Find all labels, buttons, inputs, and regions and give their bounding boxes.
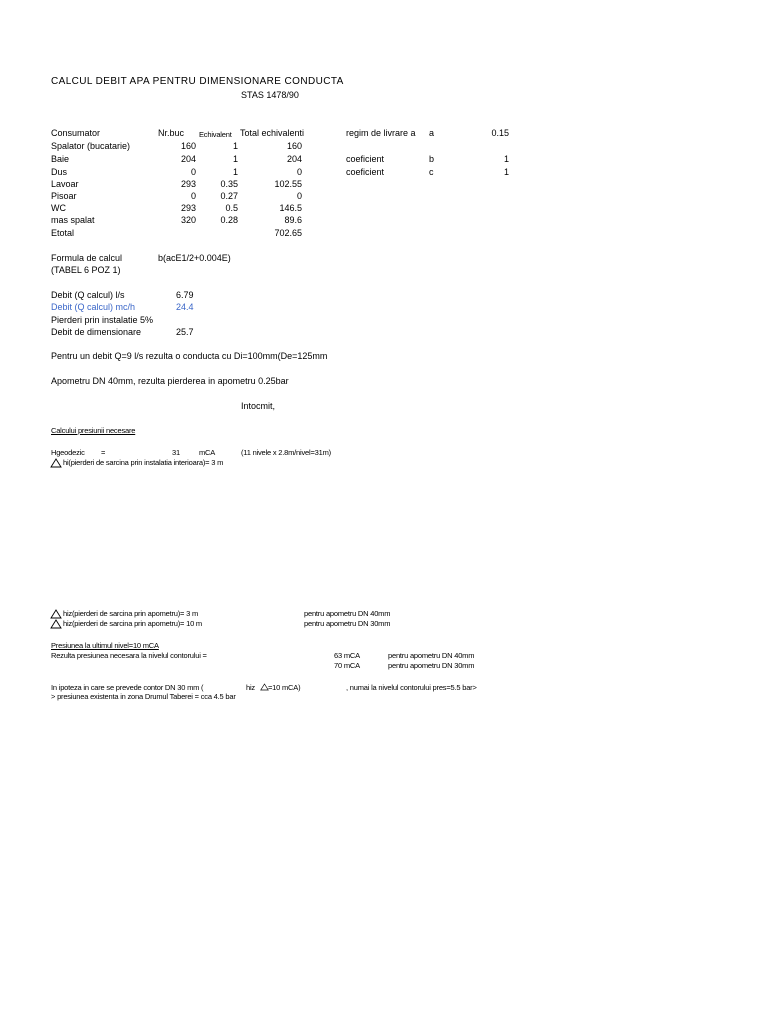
- row-name: WC: [51, 203, 66, 213]
- header-echivalent: Echivalent: [199, 130, 232, 139]
- param-label: coeficient: [346, 167, 385, 177]
- total-value: 702.65: [274, 228, 302, 238]
- param-value: 1: [503, 167, 509, 177]
- apometru-text: hiz(pierderi de sarcina prin apometru)= 3 m: [63, 609, 199, 618]
- row-echiv: 1: [232, 141, 238, 151]
- row-nr: 0: [190, 191, 196, 201]
- hgeo-note: (11 nivele x 2.8m/nivel=31m): [241, 448, 331, 457]
- result-value: 70 mCA: [334, 661, 360, 670]
- presiune-heading: Calcului presiunii necesare: [51, 426, 136, 435]
- param-symbol: c: [429, 167, 434, 177]
- ipoteza-text-3: > presiunea existenta in zona Drumul Taberei = cca 4.5 bar: [51, 692, 236, 701]
- row-total: 102.55: [274, 179, 302, 189]
- ipoteza-text-2: , numai la nivelul contorului pres=5.5 bar>: [346, 683, 477, 692]
- param-value: 0.15: [491, 128, 509, 138]
- debit-ls-label: Debit (Q calcul) l/s: [51, 290, 125, 300]
- result-note: pentru apometru DN 30mm: [388, 661, 475, 670]
- debit-ls-value: 6.79: [176, 290, 194, 300]
- hi-text: hi(pierderi de sarcina prin instalatia interioara)= 3 m: [63, 458, 224, 467]
- note-conducta: Pentru un debit Q=9 l/s rezulta o conducta cu Di=100mm(De=125mm: [51, 351, 328, 361]
- delta-icon: [50, 458, 62, 468]
- row-nr: 293: [180, 179, 196, 189]
- row-nr: 320: [180, 215, 196, 225]
- row-total: 146.5: [279, 203, 302, 213]
- row-echiv: 0.28: [220, 215, 238, 225]
- row-echiv: 1: [232, 154, 238, 164]
- row-name: mas spalat: [51, 215, 95, 225]
- total-label: Etotal: [51, 228, 75, 238]
- param-symbol: a: [429, 128, 435, 138]
- apometru-note: pentru apometru DN 30mm: [304, 619, 391, 628]
- row-total: 0: [296, 191, 302, 201]
- ipoteza-text: In ipoteza in care se prevede contor DN 30 mm (: [51, 683, 204, 692]
- row-nr: 293: [180, 203, 196, 213]
- apometru-text: hiz(pierderi de sarcina prin apometru)= 10 m: [63, 619, 202, 628]
- ipoteza-hz: hiz: [246, 683, 255, 692]
- debit-dim-value: 25.7: [176, 327, 194, 337]
- param-label: coeficient: [346, 154, 385, 164]
- param-value: 1: [503, 154, 509, 164]
- row-name: Baie: [51, 154, 70, 164]
- formula-ref: (TABEL 6 POZ 1): [51, 265, 121, 275]
- row-echiv: 0.35: [220, 179, 238, 189]
- row-echiv: 0.27: [220, 191, 238, 201]
- row-nr: 204: [180, 154, 196, 164]
- hgeo-eq: =: [101, 448, 106, 457]
- page-title: CALCUL DEBIT APA PENTRU DIMENSIONARE CONDUCTA: [51, 76, 344, 87]
- hgeo-label: Hgeodezic: [51, 448, 85, 457]
- header-consumator: Consumator: [51, 128, 101, 138]
- row-total: 204: [286, 154, 302, 164]
- param-symbol: b: [429, 154, 435, 164]
- note-intocmit: Intocmit,: [241, 401, 276, 411]
- hgeo-value: 31: [172, 448, 180, 457]
- delta-icon: [50, 619, 62, 629]
- header-total: Total echivalenti: [240, 128, 305, 138]
- delta-icon: [50, 609, 62, 619]
- debit-mch-label: Debit (Q calcul) mc/h: [51, 302, 136, 312]
- row-nr: 160: [180, 141, 196, 151]
- row-echiv: 0.5: [225, 203, 238, 213]
- pierderi-label: Pierderi prin instalatie 5%: [51, 315, 154, 325]
- row-total: 89.6: [284, 215, 302, 225]
- row-name: Lavoar: [51, 179, 79, 189]
- page-subtitle: STAS 1478/90: [241, 90, 299, 100]
- row-name: Dus: [51, 167, 68, 177]
- result-value: 63 mCA: [334, 651, 360, 660]
- note-apometru: Apometru DN 40mm, rezulta pierderea in apometru 0.25bar: [51, 376, 289, 386]
- formula-expr: b(acE1/2+0.004E): [158, 253, 231, 263]
- rezulta-text: Rezulta presiunea necesara la nivelul contorului =: [51, 651, 207, 660]
- row-name: Pisoar: [51, 191, 77, 201]
- formula-label: Formula de calcul: [51, 253, 123, 263]
- min-heading: Presiunea la ultimul nivel=10 mCA: [51, 641, 159, 650]
- debit-mch-value: 24.4: [176, 302, 194, 312]
- header-nrbuc: Nr.buc: [158, 128, 185, 138]
- debit-dim-label: Debit de dimensionare: [51, 327, 142, 337]
- row-name: Spalator (bucatarie): [51, 141, 131, 151]
- param-label: regim de livrare a: [346, 128, 416, 138]
- ipoteza-eq: =10 mCA): [268, 683, 301, 692]
- apometru-note: pentru apometru DN 40mm: [304, 609, 391, 618]
- hgeo-unit: mCA: [199, 448, 216, 457]
- row-total: 160: [286, 141, 302, 151]
- row-echiv: 1: [232, 167, 238, 177]
- row-total: 0: [296, 167, 302, 177]
- row-nr: 0: [190, 167, 196, 177]
- result-note: pentru apometru DN 40mm: [388, 651, 475, 660]
